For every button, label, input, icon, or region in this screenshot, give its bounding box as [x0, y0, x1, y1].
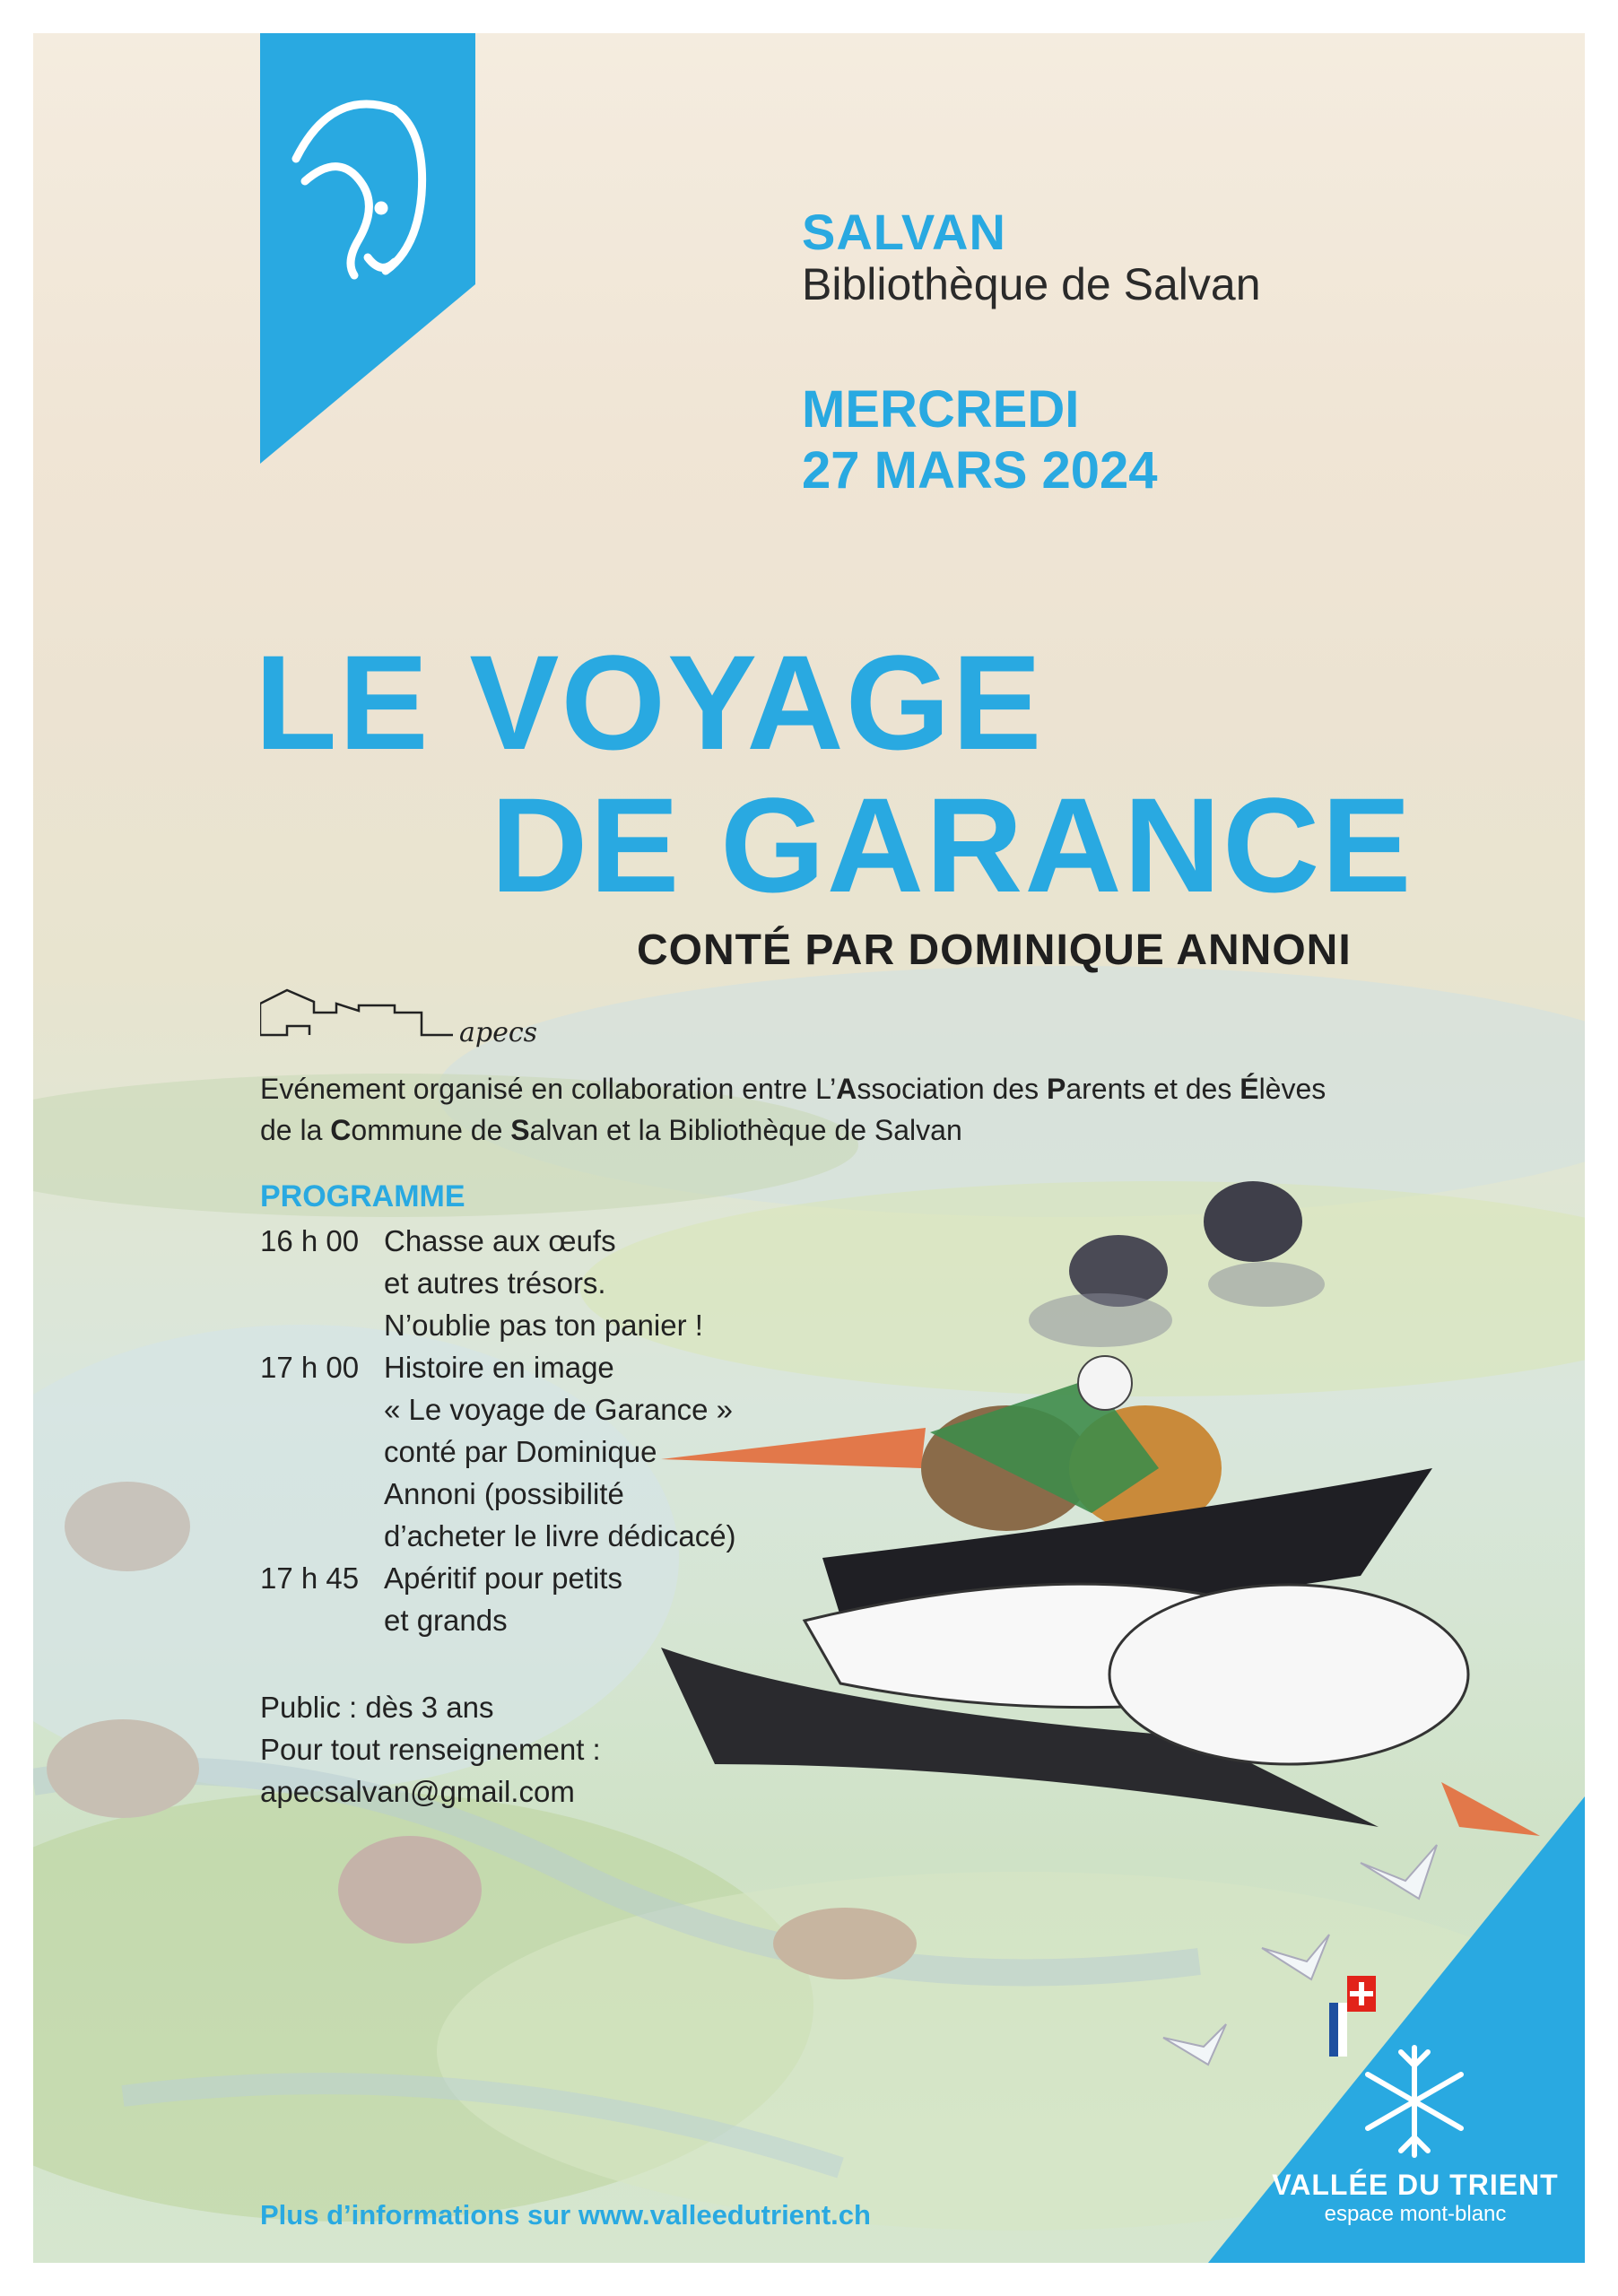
- poster: [33, 33, 1585, 2263]
- collab-text-part: ommune de: [351, 1114, 511, 1147]
- event-location: [802, 206, 1261, 310]
- programme-line: N’oublie pas ton panier !: [384, 1309, 703, 1342]
- programme-description: [384, 1220, 787, 1346]
- event-full-date: 27 MARS 2024: [802, 440, 1158, 500]
- goat-2: [1204, 1181, 1302, 1262]
- collab-initial: P: [1046, 1073, 1066, 1105]
- collab-initial: A: [836, 1073, 857, 1105]
- french-flag-icon: [1329, 2003, 1338, 2057]
- programme-time: 17 h 00: [260, 1351, 360, 1384]
- apecs-logo-text: apecs: [459, 1017, 538, 1048]
- event-day: MERCREDI: [802, 380, 1080, 439]
- elephant-3: [338, 1836, 482, 1944]
- programme-description: [384, 1346, 787, 1557]
- collab-text-part: ssociation des: [857, 1073, 1047, 1105]
- collab-text-part: de la: [260, 1114, 331, 1147]
- programme-line: Annoni (possibilité: [384, 1477, 624, 1510]
- apecs-logo: [260, 986, 565, 1062]
- brand-name: VALLÉE DU TRIENT: [1272, 2169, 1559, 2201]
- elephant-2: [47, 1719, 199, 1818]
- programme-line: et grands: [384, 1604, 508, 1637]
- programme-line: Apéritif pour petits: [384, 1561, 622, 1595]
- programme-heading: PROGRAMME: [260, 1179, 465, 1213]
- collab-initial: S: [510, 1114, 530, 1147]
- collaboration-text: [260, 1068, 1516, 1152]
- programme-line: « Le voyage de Garance »: [384, 1393, 733, 1426]
- collab-initial: É: [1240, 1073, 1259, 1105]
- stork-illustration: [661, 1356, 1540, 1836]
- title-line-2: DE GARANCE: [491, 770, 1414, 920]
- programme-item: [260, 1220, 787, 1346]
- brand-corner: [1208, 1796, 1585, 2263]
- elephant-1: [65, 1482, 190, 1571]
- programme-line: Chasse aux œufs: [384, 1224, 616, 1257]
- contact-label: Pour tout renseignement :: [260, 1733, 601, 1766]
- contact-email[interactable]: apecsalvan@gmail.com: [260, 1775, 575, 1808]
- programme-line: Histoire en image: [384, 1351, 614, 1384]
- collab-text-part: lèves: [1258, 1073, 1327, 1105]
- collab-text-part: alvan et la Bibliothèque de Salvan: [529, 1114, 962, 1147]
- title-line-1: LE VOYAGE: [255, 627, 1044, 778]
- collab-text-part: arents et des: [1066, 1073, 1240, 1105]
- programme-line: et autres trésors.: [384, 1266, 606, 1300]
- event-date: [802, 379, 1158, 501]
- town-name: SALVAN: [802, 204, 1006, 260]
- elephant-4: [773, 1908, 917, 1979]
- programme-time: 16 h 00: [260, 1224, 360, 1257]
- collab-text-part: Evénement organisé en collaboration entre L’: [260, 1073, 837, 1105]
- programme-item: [260, 1346, 787, 1557]
- programme-time: 17 h 45: [260, 1561, 360, 1595]
- storyteller-subtitle: CONTÉ PAR DOMINIQUE ANNONI: [637, 926, 1352, 974]
- collab-initial: C: [330, 1114, 352, 1147]
- brand-text: [1267, 2169, 1563, 2227]
- venue-name: Bibliothèque de Salvan: [802, 258, 1261, 309]
- more-info-link[interactable]: Plus d’informations sur www.valleedutrient.ch: [260, 2199, 871, 2231]
- public-info: [260, 1686, 601, 1813]
- programme-item: [260, 1557, 787, 1641]
- programme-description: [384, 1557, 787, 1641]
- programme-line: conté par Dominique: [384, 1435, 657, 1468]
- audience-text: Public : dès 3 ans: [260, 1691, 494, 1724]
- programme-line: d’acheter le livre dédicacé): [384, 1519, 736, 1552]
- brand-subtitle: espace mont-blanc: [1324, 2202, 1507, 2226]
- programme-list: [260, 1220, 787, 1641]
